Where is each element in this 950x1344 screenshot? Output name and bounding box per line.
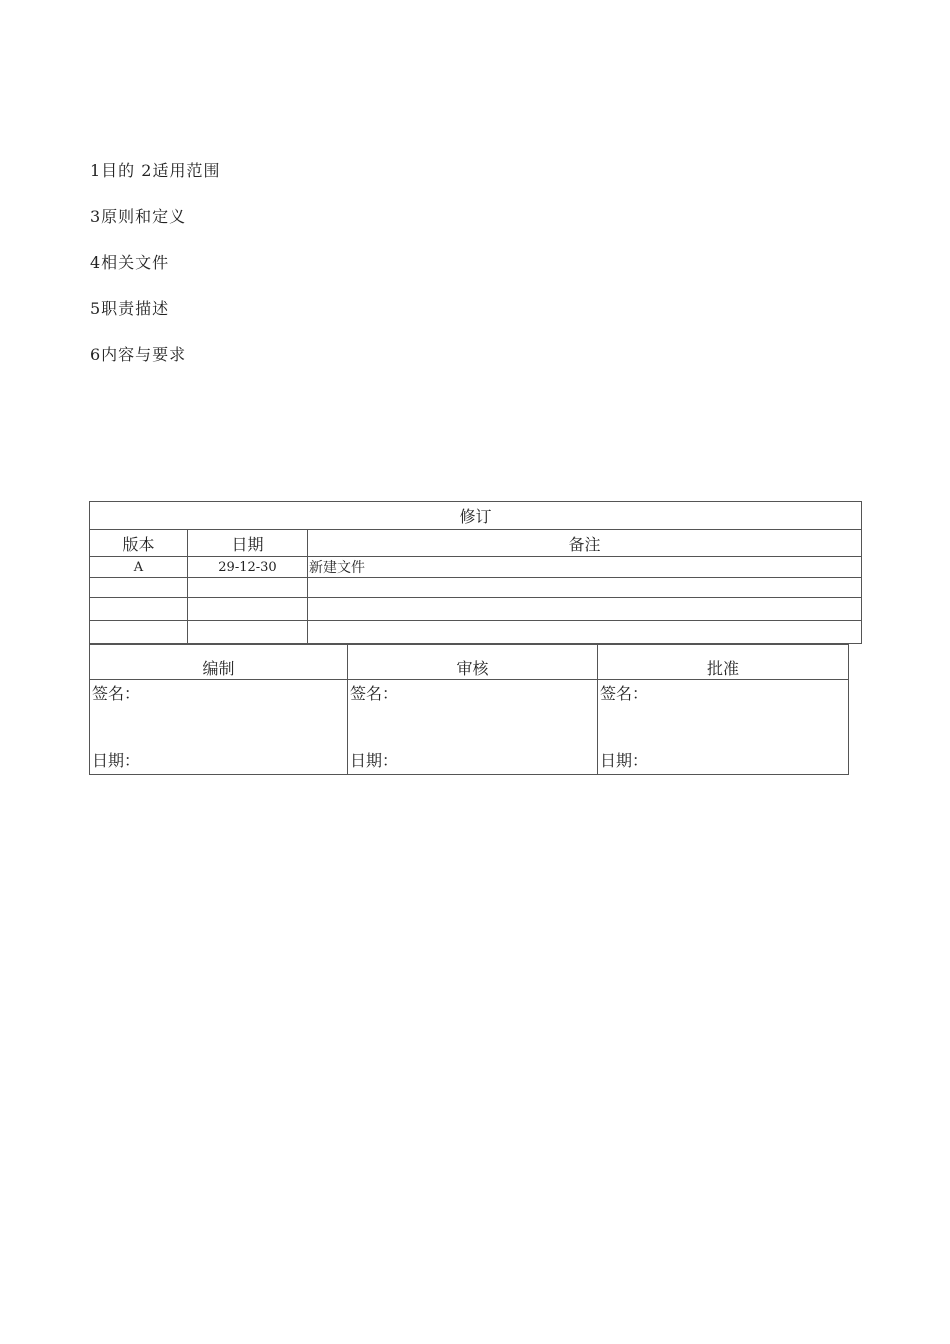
remarks-cell: [308, 621, 862, 644]
approved-by-cell: [598, 680, 849, 775]
remarks-cell: [308, 598, 862, 621]
version-cell: [90, 621, 188, 644]
signature-label: 签名：: [600, 684, 649, 703]
reviewed-by-cell: [348, 680, 598, 775]
table-row: [90, 557, 862, 578]
version-cell: [90, 598, 188, 621]
prepared-by-cell: [90, 680, 348, 775]
table-of-contents: [90, 158, 490, 388]
approval-body-row: [90, 680, 849, 775]
toc-item-purpose-scope: 1目的 2适用范围: [90, 161, 221, 180]
remarks-cell: 新建文件: [308, 557, 862, 578]
revision-title-row: [90, 502, 862, 530]
signature-label: 签名：: [350, 684, 399, 703]
approved-by-header: 批准: [598, 645, 849, 680]
date-cell: [188, 621, 308, 644]
toc-item-content-requirements: 6内容与要求: [90, 345, 187, 364]
remarks-header: 备注: [308, 530, 862, 557]
version-header: 版本: [90, 530, 188, 557]
table-row: [90, 578, 862, 598]
approval-header-row: [90, 645, 849, 680]
revision-header-row: [90, 530, 862, 557]
revision-table: [89, 501, 862, 644]
date-cell: [188, 578, 308, 598]
remarks-cell: [308, 578, 862, 598]
prepared-by-header: 编制: [90, 645, 348, 680]
toc-item-principles: 3原则和定义: [90, 207, 187, 226]
version-cell: [90, 578, 188, 598]
table-row: [90, 598, 862, 621]
revision-title: 修订: [90, 502, 862, 530]
toc-item-responsibilities: 5职责描述: [90, 299, 170, 318]
signature-label: 签名：: [92, 684, 141, 703]
reviewed-by-header: 审核: [348, 645, 598, 680]
date-label: 日期：: [600, 751, 649, 770]
approval-table: [89, 644, 849, 775]
date-label: 日期：: [92, 751, 141, 770]
date-label: 日期：: [350, 751, 399, 770]
version-cell: A: [90, 557, 188, 578]
date-cell: 29-12-30: [188, 557, 308, 578]
date-header: 日期: [188, 530, 308, 557]
date-cell: [188, 598, 308, 621]
table-row: [90, 621, 862, 644]
toc-item-related-docs: 4相关文件: [90, 253, 170, 272]
